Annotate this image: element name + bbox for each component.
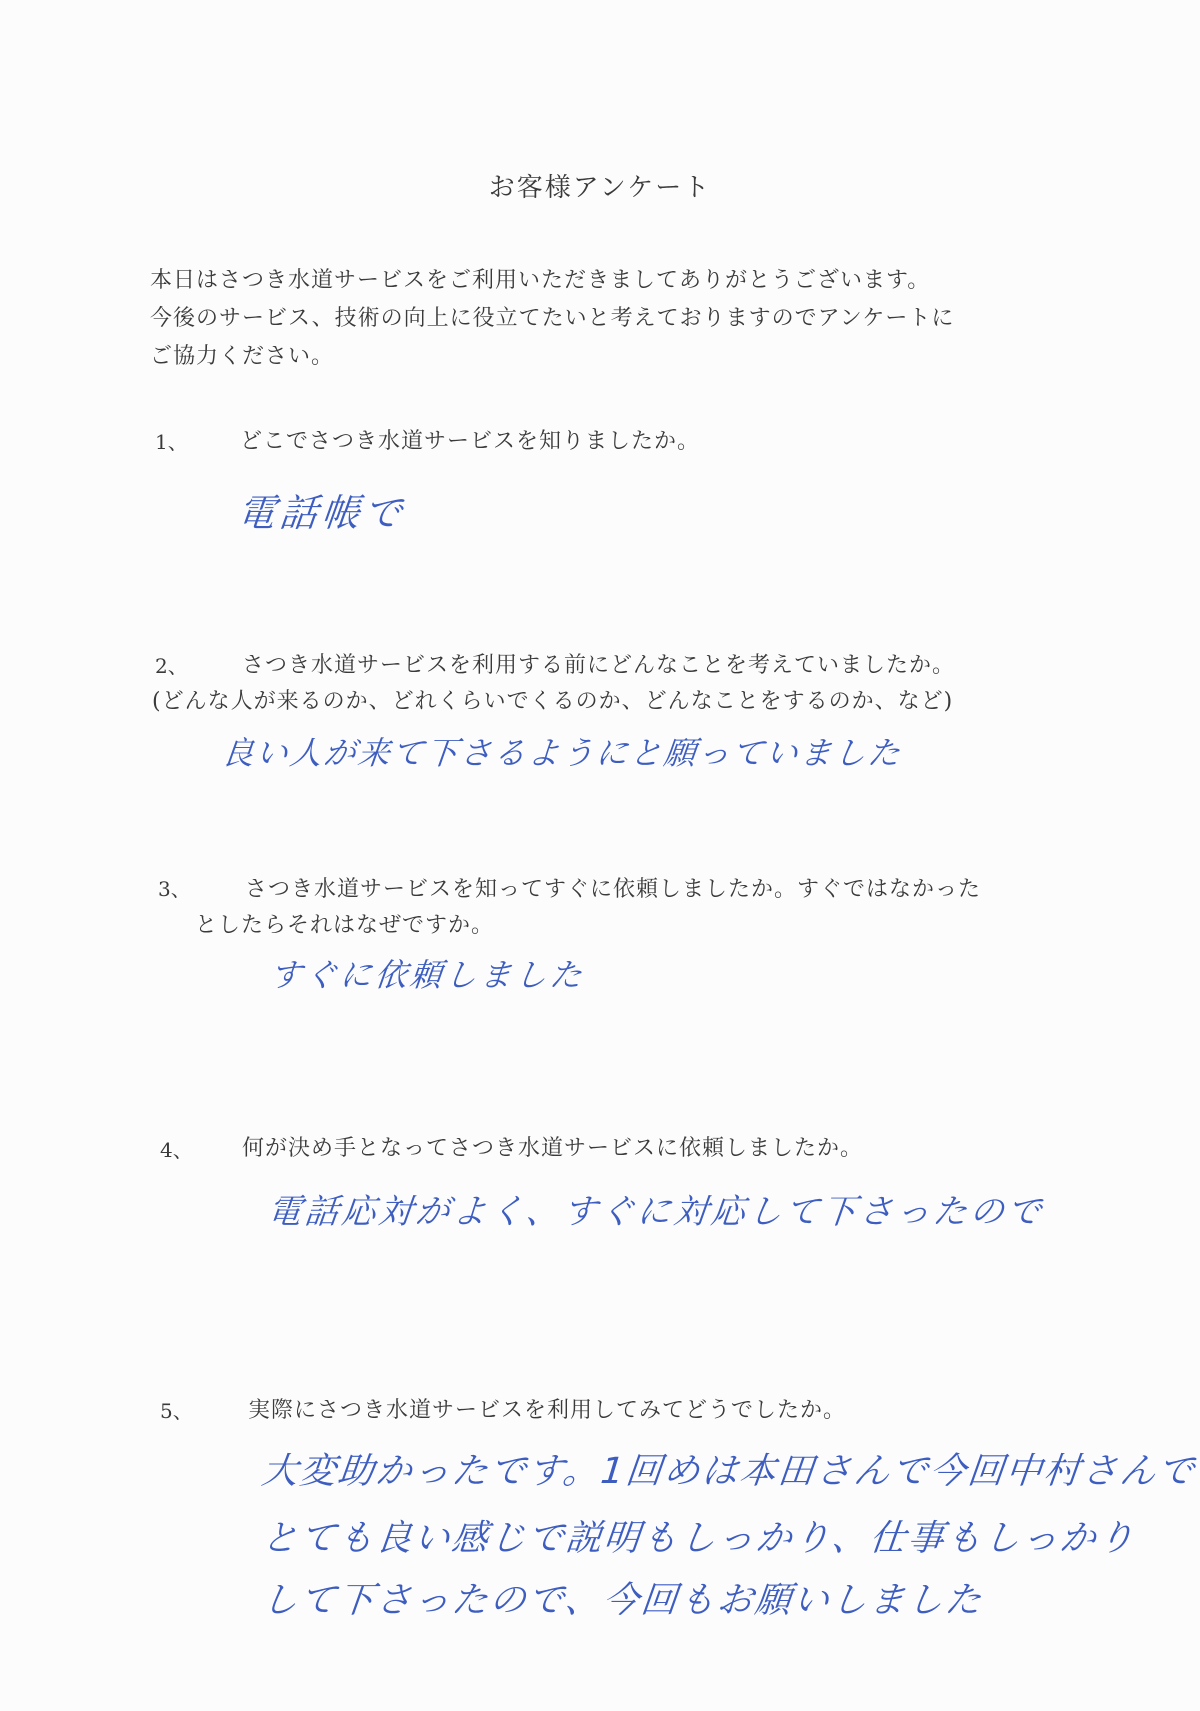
question-1-answer: 電話帳で <box>235 491 408 535</box>
intro-line: 今後のサービス、技術の向上に役立てたいと考えておりますのでアンケートに <box>150 306 955 331</box>
survey-title: お客様アンケート <box>488 173 712 203</box>
question-3-text: としたらそれはなぜですか。 <box>195 913 495 938</box>
question-1-text: どこでさつき水道サービスを知りましたか。 <box>240 429 701 454</box>
question-2-text: さつき水道サービスを利用する前にどんなことを考えていましたか。 <box>242 653 956 678</box>
question-1-number: 1、 <box>155 430 188 454</box>
question-5-answer: とても良い感じで説明もしっかり、仕事もしっかり <box>259 1518 1138 1559</box>
question-4-answer: 電話応対がよく、すぐに対応して下さったので <box>265 1192 1047 1232</box>
intro-line: 本日はさつき水道サービスをご利用いただきましてありがとうございます。 <box>150 268 931 293</box>
question-3-number: 3、 <box>158 877 191 901</box>
question-4-number: 4、 <box>160 1138 193 1162</box>
question-3-text: さつき水道サービスを知ってすぐに依頼しましたか。すぐではなかった <box>245 877 982 902</box>
question-3-answer: すぐに依頼しました <box>267 956 587 994</box>
question-5-answer: 大変助かったです。1回めは本田さんで今回中村さんで <box>259 1451 1198 1492</box>
question-5-text: 実際にさつき水道サービスを利用してみてどうでしたか。 <box>248 1398 847 1423</box>
question-5-number: 5、 <box>160 1399 193 1423</box>
question-4-text: 何が決め手となってさつき水道サービスに依頼しましたか。 <box>242 1136 864 1161</box>
question-2-number: 2、 <box>155 654 188 678</box>
question-2-text: (どんな人が来るのか、どれくらいでくるのか、どんなことをするのか、など) <box>152 689 954 714</box>
intro-line: ご協力ください。 <box>150 344 335 369</box>
question-5-answer: して下さったので、今回もお願いしました <box>259 1580 986 1621</box>
question-2-answer: 良い人が来て下さるようにと願っていました <box>219 734 904 772</box>
intro-text <box>150 262 1080 376</box>
